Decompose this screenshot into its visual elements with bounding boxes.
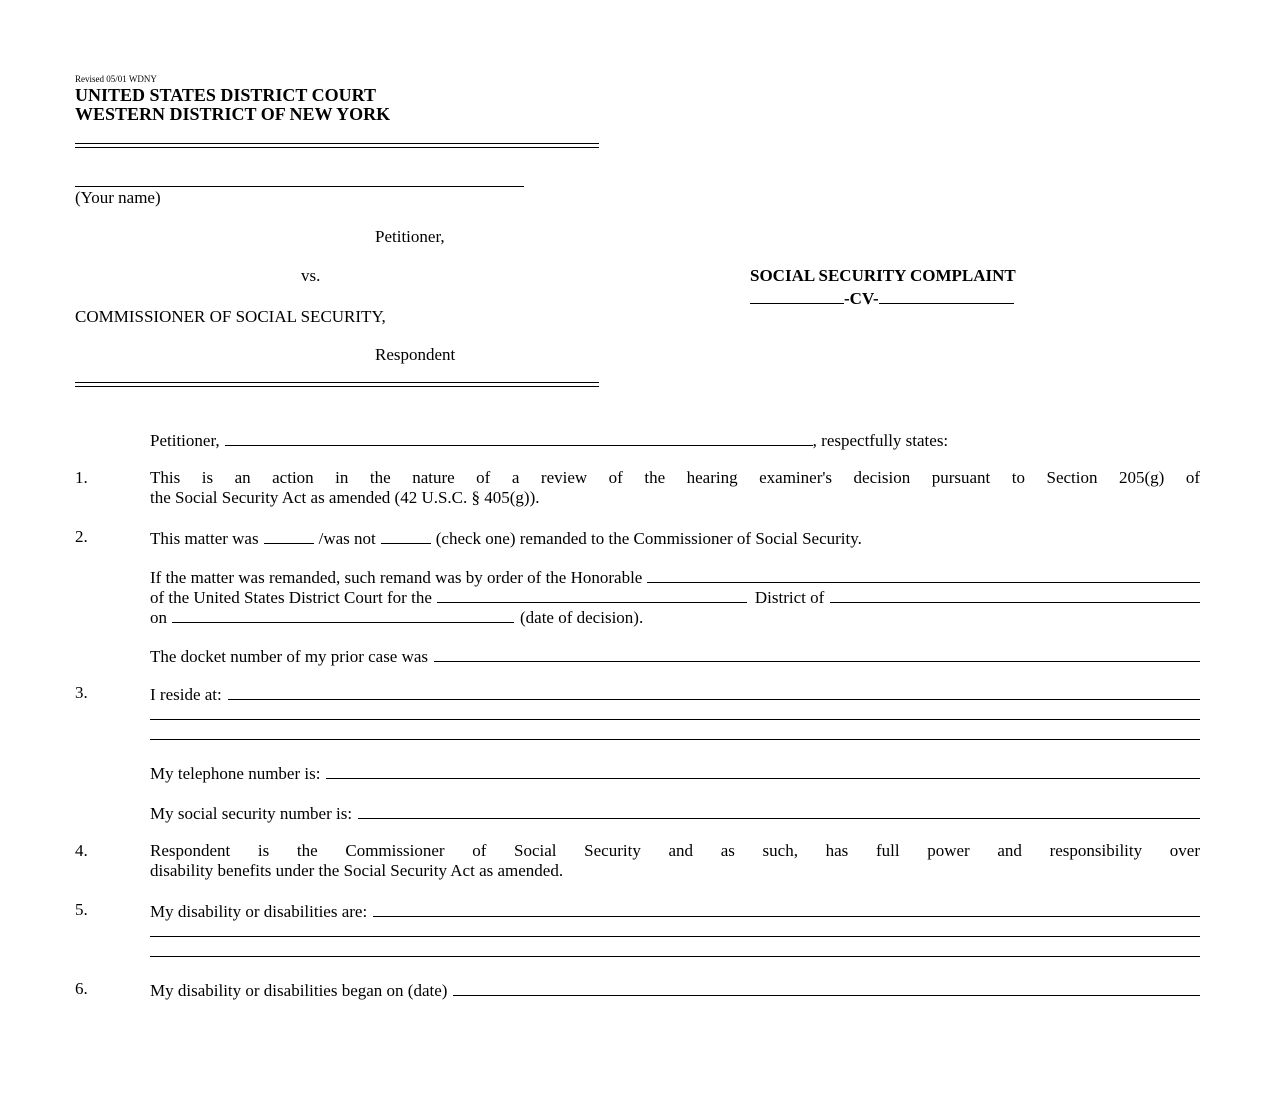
item-number-4: 4. <box>75 841 88 860</box>
your-name-field[interactable] <box>75 186 524 187</box>
ssn-label: My social security number is: <box>150 804 353 823</box>
court-name: UNITED STATES DISTRICT COURT <box>75 85 376 105</box>
petitioner-label: Petitioner, <box>375 227 445 246</box>
remand-court-label: of the United States District Court for the <box>150 588 432 607</box>
respondent-name: COMMISSIONER OF SOCIAL SECURITY, <box>75 307 386 326</box>
disabilities-field-1[interactable] <box>373 900 1200 917</box>
reside-line <box>150 683 1200 705</box>
was-remanded-check[interactable] <box>264 527 314 544</box>
intro-line <box>150 429 948 451</box>
paragraph-1-line-2: the Social Security Act as amended (42 U.S.C. § 405(g)). <box>150 488 540 507</box>
intro-suffix: , respectfully states: <box>812 431 949 450</box>
judge-name-field[interactable] <box>647 566 1200 583</box>
telephone-field[interactable] <box>326 762 1200 779</box>
paragraph-4-line-2: disability benefits under the Social Security Act as amended. <box>150 861 564 880</box>
disabilities-line <box>150 900 1200 922</box>
court-district: WESTERN DISTRICT OF NEW YORK <box>75 104 391 124</box>
district-direction-field[interactable] <box>437 586 747 603</box>
disabilities-field-3[interactable] <box>150 956 1200 957</box>
remand-on-label: on <box>150 608 167 627</box>
paragraph-1 <box>150 468 1200 508</box>
paragraph-4-line-1: Respondent is the Commissioner of Social Security and as such, has full power and responsibility over <box>150 841 1200 860</box>
docket-label: The docket number of my prior case was <box>150 647 429 666</box>
disabilities-field-2[interactable] <box>150 936 1200 937</box>
remand-line-1 <box>150 566 1200 588</box>
your-name-label: (Your name) <box>75 188 161 207</box>
paragraph-4 <box>150 841 1200 881</box>
petitioner-name-field[interactable] <box>225 429 813 446</box>
case-number <box>750 287 1014 309</box>
telephone-line <box>150 762 1200 784</box>
paragraph-1-line-1: This is an action in the nature of a review of the hearing examiner's decision pursuant to Section 205(g) of <box>150 468 1200 487</box>
address-field-3[interactable] <box>150 739 1200 740</box>
prior-docket-field[interactable] <box>434 645 1200 662</box>
paragraph-2-rest: (check one) remanded to the Commissioner of Social Security. <box>435 529 862 548</box>
telephone-label: My telephone number is: <box>150 764 321 783</box>
complaint-title: SOCIAL SECURITY COMPLAINT <box>750 266 1016 285</box>
onset-date-field[interactable] <box>453 979 1200 996</box>
remand-line-2 <box>150 586 1200 608</box>
remand-date-label: (date of decision). <box>520 608 644 627</box>
item-number-5: 5. <box>75 900 88 919</box>
decision-date-field[interactable] <box>172 606 514 623</box>
remand-line-3 <box>150 606 643 628</box>
versus-label: vs. <box>301 266 321 285</box>
ssn-field[interactable] <box>358 802 1200 819</box>
caption-bottom-divider <box>75 382 599 387</box>
onset-line <box>150 979 1200 1001</box>
remand-district-label: District of <box>754 588 825 607</box>
item-number-6: 6. <box>75 979 88 998</box>
intro-prefix: Petitioner, <box>150 431 220 450</box>
ssn-line <box>150 802 1200 824</box>
caption-top-divider <box>75 143 599 148</box>
address-field-1[interactable] <box>228 683 1200 700</box>
address-field-2[interactable] <box>150 719 1200 720</box>
paragraph-2-was-not: /was not <box>318 529 376 548</box>
reside-label: I reside at: <box>150 685 222 704</box>
paragraph-2 <box>150 527 862 549</box>
onset-label: My disability or disabilities began on (date) <box>150 981 448 1000</box>
item-number-1: 1. <box>75 468 88 487</box>
item-number-3: 3. <box>75 683 88 702</box>
paragraph-2-was: This matter was <box>150 529 259 548</box>
was-not-remanded-check[interactable] <box>381 527 431 544</box>
case-number-field[interactable] <box>879 287 1014 304</box>
case-cv-label: -CV- <box>844 289 879 308</box>
respondent-label: Respondent <box>375 345 456 364</box>
district-name-field[interactable] <box>830 586 1200 603</box>
item-number-2: 2. <box>75 527 88 546</box>
docket-line <box>150 645 1200 667</box>
remand-honorable-label: If the matter was remanded, such remand was by order of the Honorable <box>150 568 643 587</box>
revision-note: Revised 05/01 WDNY <box>75 74 157 84</box>
disabilities-label: My disability or disabilities are: <box>150 902 368 921</box>
case-year-field[interactable] <box>750 287 844 304</box>
